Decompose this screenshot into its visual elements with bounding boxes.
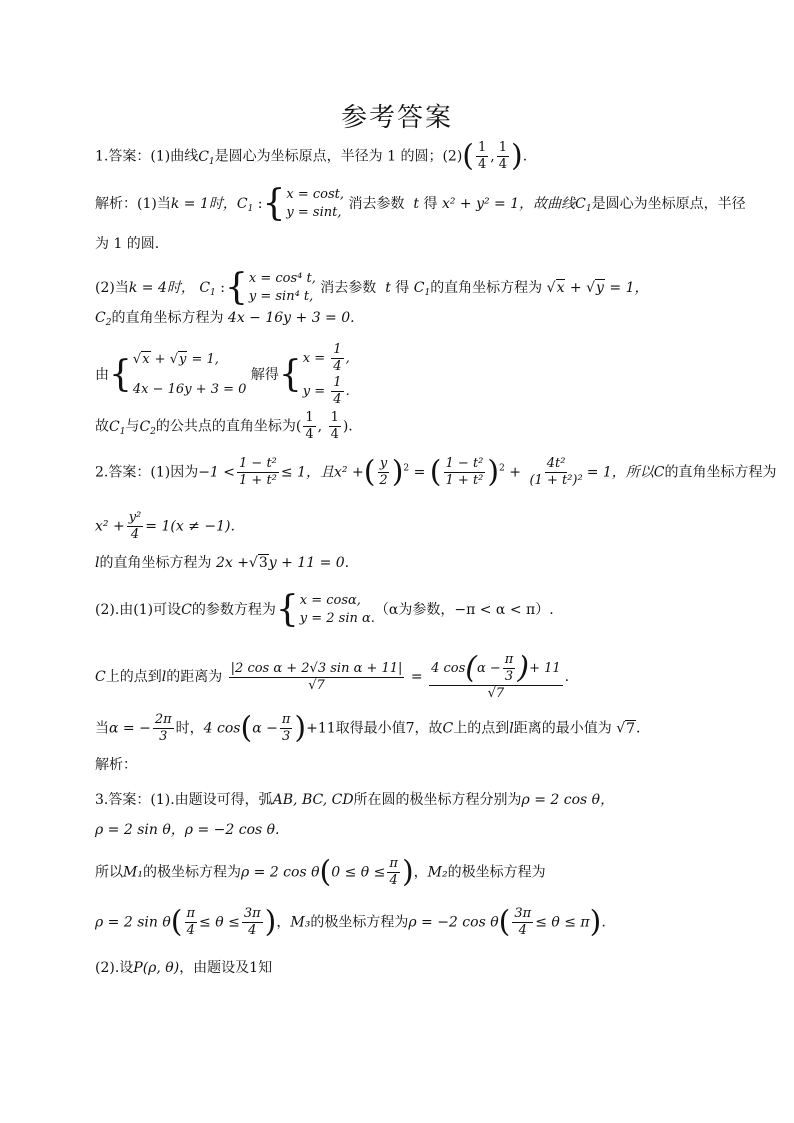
fraction: 4 cos(α − $\frac{\pi}{3}$ )+ 11 √7 [431,650,561,701]
math: = 1， [609,280,649,296]
text: 当 [95,720,109,737]
math: x² + y² = 1，故曲线 [441,196,576,212]
math: AB, BC, CD [272,792,354,808]
math: 7 [626,720,636,737]
math: ρ = 2 cos θ [240,864,320,881]
text: 的直角坐标方程为 [99,555,212,571]
math: k = 4时， [128,280,195,296]
math: l [509,720,514,737]
math-c1: $C_1$ [199,280,216,298]
q1-analysis-line: 解析：(1)当k = 1时，$C_1$ :{ x = cost, y = sint, 消去参数 t 得 x² + y² = 1，故曲线$C_1$是圆心为坐标原点，半径 [95,183,746,224]
fraction: $\frac{1}{4}$ [478,140,487,172]
text: (2)当 [95,280,129,296]
text: 的参数方程为 [191,602,276,618]
equation-system: x = cost, y = sint, [286,187,345,220]
math: ρ = 2 cos θ， [521,792,615,808]
text: 是圆心为坐标原点，半径为 1 的圆；(2) [214,148,463,165]
text: 的极坐标方程为 [310,914,409,931]
math-c2: $C_2$ [139,418,156,437]
math: P(ρ, θ) [133,960,180,976]
math: 3 [258,555,268,571]
text: 距离的最小值为 [513,720,612,737]
text: (2).设 [95,960,134,976]
q3-m2-line: ρ = 2 sin θ( $\frac{\pi}{4}$ ≤ θ ≤ $\frac{3\pi}{4}$ )，M₃的极坐标方程为ρ = −2 cos θ( $\frac{3\pi}{4}$ ≤ θ ≤ π). [95,904,606,940]
text: 得 [423,196,438,212]
text: 的直角坐标方程为 [664,464,777,481]
math-c1: $C_1$ [575,196,592,214]
text: 解得 [250,367,279,383]
text: 是圆心为坐标原点，半径 [591,196,746,212]
math: C [95,669,106,685]
math: M₂ [427,864,448,881]
q1-conclusion-line: 故$C_1$与$C_2$的公共点的直角坐标为( $\frac{1}{4}$ , $\frac{1}{4}$ ). [95,410,353,442]
q2-param-line [95,589,554,630]
math: = 1(x ≠ −1). [145,518,235,535]
brace: { [275,589,299,630]
solution-system: x = $\frac{1}{4}$ , y = $\frac{1}{4}$ . [302,342,350,407]
q2-equation-line [95,510,235,543]
math: M₃ [290,914,311,931]
fraction: $\frac{1}{4}$ [498,140,508,172]
text: 上的点到 [105,669,162,685]
q1-answer-line: 1.答案：(1)曲线$C_1$是圆心为坐标原点，半径为 1 的圆；(2)( $\frac{1}{4}$ , $\frac{1}{4}$ ). [95,138,528,174]
text: 与 [125,418,140,435]
math: x² + [334,464,364,481]
math: l [161,669,167,685]
fraction: $\frac{\text{y²}}{4}$ [128,510,142,542]
equation-system: √x + √y = 1, 4x − 16y + 3 = 0 [132,352,247,397]
math: y + 11 = 0. [268,555,350,571]
math-c2: $C_2$ [95,310,112,328]
math: ρ = −2 cos θ [408,914,499,931]
text: ，由题设及1知 [179,960,273,976]
q3-answer-line [95,790,614,810]
text: 故 [95,418,109,435]
q1-line3: 为 1 的圆. [95,236,160,252]
q3-part2-line [95,958,272,978]
equation-system: x = cosα, y = 2 sin α. [299,593,375,626]
text: 时， [175,720,204,737]
math: t [385,280,391,296]
text: 所在圆的极坐标方程分别为 [353,792,522,808]
text: 2.答案：(1)因为 [95,464,199,481]
fraction: $\frac{\text{1 − t²}}{\text{1 + t²}}$ [239,456,277,488]
text: 所以 [95,864,123,881]
sqrt-expression: √x + √y [546,280,604,296]
q2-analysis-label: 解析： [95,757,137,773]
brace: { [278,354,302,395]
text: 的距离为 [166,669,223,685]
math: x² + [95,518,125,535]
q2-answer-line: 2.答案：(1)因为−1 < $\frac{\text{1 − t²}}{\text{1 + t²}}$ ≤ 1，且x² +( $\frac{y}{2}$ )$^2$ = ( $\frac{\text{1 − t²}}{\text{1 + t²}}$ )$^2$ + $\frac{\text{4t²}}{\text{(1 + t²)²}}$ = 1，所以C的直角坐标方程为 [95,454,777,490]
q2-line-l: l的直角坐标方程为 2x +√3y + 11 = 0. [95,555,350,571]
math: C [653,464,665,481]
math: ρ = 2 sin θ [95,914,171,931]
text: 的极坐标方程为 [142,864,241,881]
brace: { [262,183,286,224]
q2-min-line: 当α = − $\frac{2\pi}{3}$ 时，4 cos(α − $\frac{\pi}{3}$ )+11取得最小值7，故C上的点到l距离的最小值为 √7. [95,710,641,746]
paren-close: ) [511,138,523,174]
text: 得 [395,280,410,296]
math: C [442,720,454,737]
math: l [95,555,100,571]
text: 3.答案：(1).由题设可得，弧 [95,792,273,808]
math: M₁ [123,864,143,881]
math: α = − [109,720,151,737]
fraction: $\frac{\text{|2 cos α + 2√3 sin α + 11|}}{√7}$ [230,660,403,693]
math: 4x − 16y + 3 = 0. [227,310,355,326]
math: 4 cos [203,720,241,737]
text: （α为参数，−π < α < π）. [374,602,554,618]
page-title: 参考答案 [340,103,453,133]
math-c1: $C_1$ [109,418,126,437]
math-c1: $C_1$ [413,280,431,298]
q3-m1-line: 所以M₁的极坐标方程为ρ = 2 cos θ(0 ≤ θ ≤ $\frac{\pi}{4}$ )，M₂的极坐标方程为 [95,854,546,890]
text: 解析：(1)当 [95,196,171,212]
math: = 1，所以 [586,464,654,481]
q2-distance-line: C上的点到l的距离为 $\frac{\text{|2 cos α + 2√3 sin α + 11|}}{√7}$ = 4 cos(α − $\frac{\pi}{3}$ )+ 11 √7 . [95,650,570,701]
text: 消去参数 [320,280,377,296]
brace: { [224,267,248,308]
equation-system: x = cos⁴ t, y = sin⁴ t, [248,271,316,304]
text: 上的点到 [453,720,510,737]
q3-line2: ρ = 2 sin θ，ρ = −2 cos θ. [95,822,280,838]
math-c1: $C_1$ [236,196,254,214]
text: 由 [95,367,109,383]
text: 的极坐标方程为 [447,864,546,881]
paren-open: ( [462,138,475,174]
q1-system-line [95,342,350,407]
math: 2x + [215,555,249,571]
text: (2).由(1)可设 [95,602,182,618]
math: ≤ 1，且 [280,464,334,481]
math: t [413,196,420,212]
q1-part2-line: (2)当k = 4时， $C_1$ :{ x = cos⁴ t, y = sin⁴ t, 消去参数 t 得 $C_1$的直角坐标方程为 √x + √y = 1， [95,267,649,308]
text: 的公共点的直角坐标为 [155,418,296,435]
text: 的直角坐标方程为 [430,280,543,296]
text: 消去参数 [348,196,405,212]
text: 的直角坐标方程为 [111,310,224,326]
math: k = 1时， [170,196,237,212]
math: −1 < [198,464,236,481]
text: 1.答案：(1)曲线 [95,148,199,165]
brace: { [109,354,132,395]
math-c1: $C_1$ [198,148,215,167]
q1-c2-line [95,308,355,333]
math: C [181,602,192,618]
text: +11取得最小值7，故 [306,720,443,737]
